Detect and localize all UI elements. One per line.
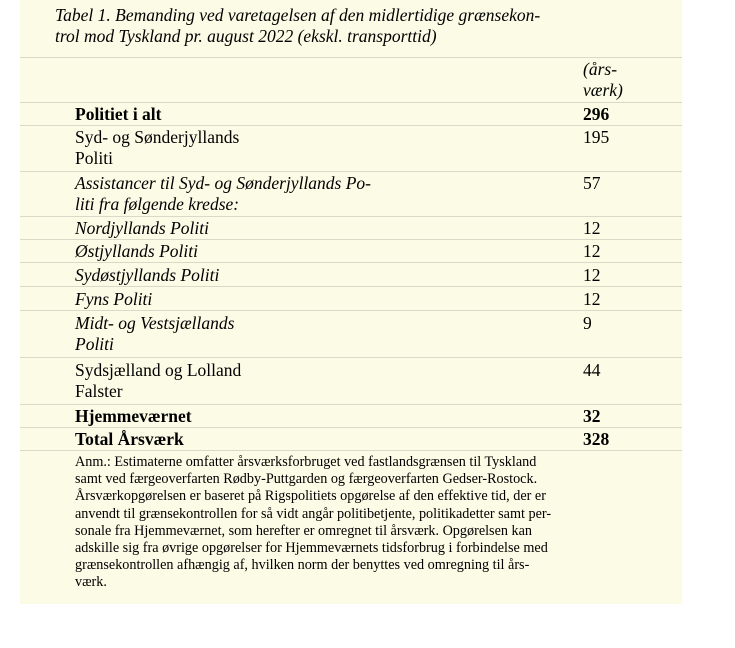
note-line: samt ved færgeoverfarten Rødby-Puttgarden og færgeoverfarten Gedser-Rostock. <box>75 471 538 488</box>
row-label-nordjyllands: Nordjyllands Politi <box>75 218 210 238</box>
row-label-fyns: Fyns Politi <box>75 289 153 309</box>
row-label-line-2: Falster <box>75 381 123 401</box>
unit-header <box>583 59 623 101</box>
row-label-sydsjaelland-og-lolland-falster <box>75 360 241 402</box>
row-label-midt-og-vestsjaellands <box>75 313 234 355</box>
row-value-total-aarsvaerk: 328 <box>583 429 610 449</box>
rule <box>20 262 682 263</box>
row-value-politiet-i-alt: 296 <box>583 104 610 124</box>
note-line: anvendt til grænsekontrollen for så vidt angår politibetjente, politikadetter samt per- <box>75 505 552 522</box>
rule <box>20 239 682 240</box>
note-line: Anm.: Estimaterne omfatter årsværksforbruget ved fastlandsgrænsen til Tyskland <box>75 454 537 470</box>
unit-line-2: værk) <box>583 80 623 100</box>
table-caption <box>55 5 655 47</box>
caption-line-2: trol mod Tyskland pr. august 2022 (ekskl. transporttid) <box>55 26 437 46</box>
row-label-line-1: Assistancer til Syd- og Sønderjyllands Po- <box>75 173 372 193</box>
note-line: værk. <box>75 574 107 591</box>
note-line: sonale fra Hjemmeværnet, som herefter er omregnet til årsværk. Opgørelsen kan <box>75 522 532 539</box>
rule <box>20 171 682 172</box>
row-label-line-2: liti fra følgende kredse: <box>75 194 240 214</box>
rule <box>20 310 682 311</box>
row-value-assistancer: 57 <box>583 173 601 193</box>
row-label-assistancer <box>75 173 371 215</box>
row-label-politiet-i-alt: Politiet i alt <box>75 104 162 124</box>
caption-line-1: Tabel 1. Bemanding ved varetagelsen af den midlertidige grænsekon- <box>55 5 541 25</box>
row-label-line-1: Sydsjælland og Lolland <box>75 360 242 380</box>
rule <box>20 125 682 126</box>
rule-above-note <box>20 450 682 451</box>
rule <box>20 427 682 428</box>
row-label-sydoestjyllands: Sydøstjyllands Politi <box>75 265 220 285</box>
row-label-line-1: Syd- og Sønderjyllands <box>75 127 240 147</box>
row-value-sydoestjyllands: 12 <box>583 265 601 285</box>
rule <box>20 404 682 405</box>
row-label-line-2: Politi <box>75 148 113 168</box>
note-line: Årsværkopgørelsen er baseret på Rigspolitiets opgørelse af den effektive tid, der er <box>75 488 546 505</box>
rule <box>20 357 682 358</box>
row-label-line-2: Politi <box>75 334 114 354</box>
rule <box>20 216 682 217</box>
row-label-line-1: Midt- og Vestsjællands <box>75 313 235 333</box>
table-note <box>75 454 630 592</box>
row-value-hjemmevaernet: 32 <box>583 406 601 426</box>
row-label-total-aarsvaerk: Total Årsværk <box>75 429 184 449</box>
rule-under-caption <box>20 57 682 58</box>
row-value-fyns: 12 <box>583 289 601 309</box>
row-value-syd-og-soenderjyllands: 195 <box>583 127 610 147</box>
row-value-midt-og-vestsjaellands: 9 <box>583 313 592 333</box>
rule-under-header <box>20 102 682 103</box>
row-label-oestjyllands: Østjyllands Politi <box>75 241 198 261</box>
row-value-oestjyllands: 12 <box>583 241 601 261</box>
row-value-nordjyllands: 12 <box>583 218 601 238</box>
rule <box>20 286 682 287</box>
row-label-syd-og-soenderjyllands <box>75 127 239 169</box>
unit-line-1: (års- <box>583 59 618 79</box>
note-line: grænsekontrollen afhængig af, hvilken norm der benyttes ved omregning til års- <box>75 557 530 574</box>
row-label-hjemmevaernet: Hjemmeværnet <box>75 406 192 426</box>
row-value-sydsjaelland-og-lolland-falster: 44 <box>583 360 601 380</box>
note-line: adskille sig fra øvrige opgørelser for Hjemmeværnets tidsforbrug i forbindelse med <box>75 540 548 557</box>
